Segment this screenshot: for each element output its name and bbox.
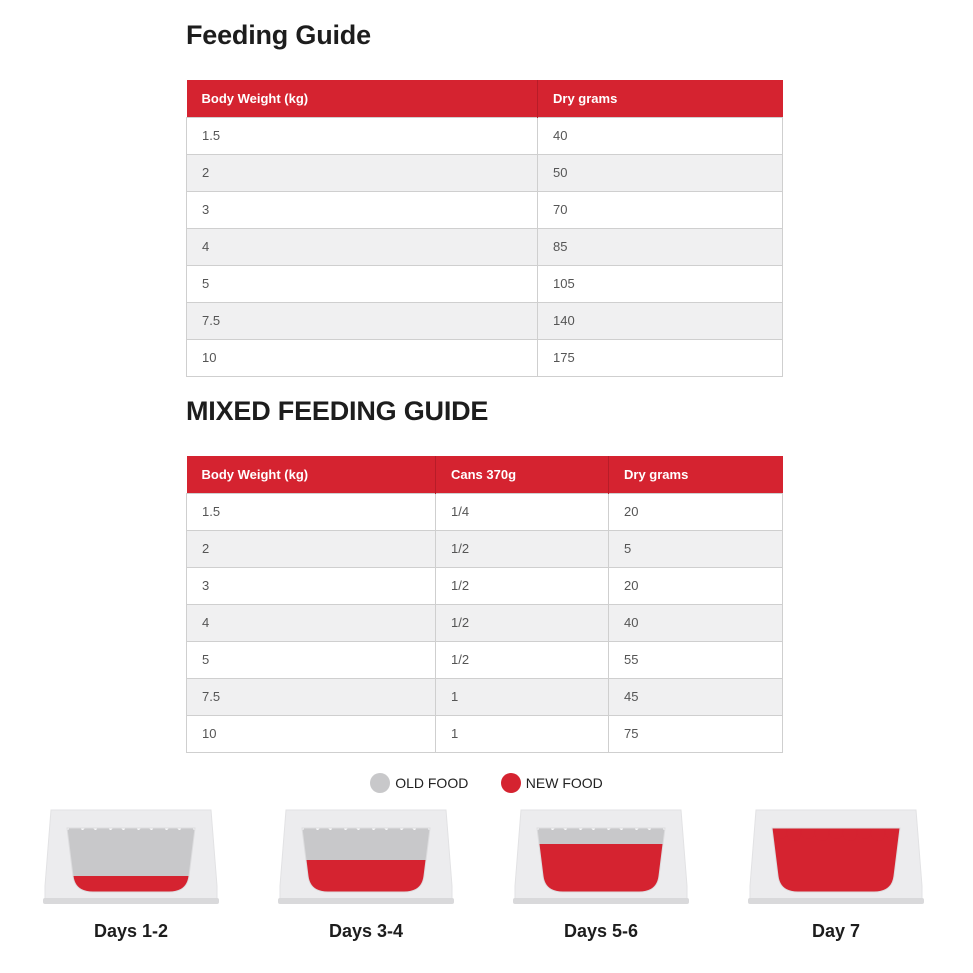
table-row	[187, 641, 783, 678]
legend-old-food-label: OLD FOOD	[395, 775, 469, 791]
bowl-base	[513, 898, 689, 904]
table-cell: 7.5	[187, 302, 538, 339]
table-cell: 85	[538, 228, 783, 265]
table-cell: 1	[436, 715, 609, 752]
legend-new-food	[501, 773, 603, 793]
table-row	[187, 154, 783, 191]
table-row	[187, 117, 783, 154]
table-cell: 40	[609, 604, 783, 641]
table-cell: 45	[609, 678, 783, 715]
old-food-kibble	[552, 827, 566, 841]
table-cell: 3	[187, 191, 538, 228]
mixed-feeding-guide-table	[186, 456, 783, 753]
new-food-fill	[531, 844, 671, 894]
column-header-body-weight: Body Weight (kg)	[187, 456, 436, 493]
table-cell: 1/2	[436, 567, 609, 604]
legend-old-food	[370, 773, 468, 793]
new-food-dot-icon	[501, 773, 521, 793]
transition-day-label: Day 7	[811, 921, 861, 941]
new-food-kibble	[843, 827, 857, 841]
table-cell: 3	[187, 567, 436, 604]
table-cell: 40	[538, 117, 783, 154]
old-food-kibble	[110, 827, 124, 841]
table-cell: 105	[538, 265, 783, 302]
old-food-kibble	[317, 827, 331, 841]
food-bowl-icon	[276, 806, 456, 906]
table-cell: 20	[609, 493, 783, 530]
transition-day-label: Days 1-2	[93, 921, 169, 941]
column-header-cans: Cans 370g	[436, 456, 609, 493]
food-bowl-icon	[41, 806, 221, 906]
table-cell: 5	[187, 265, 538, 302]
table-cell: 1/2	[436, 530, 609, 567]
mixed-feeding-guide-title: MIXED FEEDING GUIDE	[186, 396, 489, 426]
old-food-kibble	[345, 827, 359, 841]
table-cell: 1.5	[187, 117, 538, 154]
bowl-base	[278, 898, 454, 904]
feeding-guide-table	[186, 80, 783, 377]
column-header-body-weight: Body Weight (kg)	[187, 80, 538, 117]
table-cell: 175	[538, 339, 783, 376]
table-cell: 1	[436, 678, 609, 715]
old-food-dot-icon	[370, 773, 390, 793]
table-header-row	[187, 80, 783, 117]
new-food-fill	[296, 860, 436, 894]
table-cell: 5	[187, 641, 436, 678]
table-cell: 10	[187, 715, 436, 752]
table-cell: 1/4	[436, 493, 609, 530]
table-row	[187, 567, 783, 604]
table-cell: 20	[609, 567, 783, 604]
feeding-guide-title: Feeding Guide	[186, 20, 371, 50]
table-cell: 10	[187, 339, 538, 376]
table-cell: 55	[609, 641, 783, 678]
table-cell: 140	[538, 302, 783, 339]
table-cell: 50	[538, 154, 783, 191]
table-cell: 2	[187, 530, 436, 567]
table-row	[187, 265, 783, 302]
column-header-dry-grams: Dry grams	[609, 456, 783, 493]
old-food-kibble	[82, 827, 96, 841]
table-cell: 2	[187, 154, 538, 191]
old-food-kibble	[138, 827, 152, 841]
table-row	[187, 339, 783, 376]
table-cell: 4	[187, 604, 436, 641]
transition-day-label: Days 5-6	[563, 921, 639, 941]
new-food-kibble	[787, 827, 801, 841]
table-cell: 7.5	[187, 678, 436, 715]
old-food-kibble	[636, 827, 650, 841]
old-food-kibble	[608, 827, 622, 841]
table-cell: 5	[609, 530, 783, 567]
table-cell: 1/2	[436, 604, 609, 641]
table-row	[187, 302, 783, 339]
old-food-kibble	[580, 827, 594, 841]
old-food-kibble	[373, 827, 387, 841]
table-row	[187, 715, 783, 752]
legend-new-food-label: NEW FOOD	[525, 775, 603, 791]
table-cell: 1.5	[187, 493, 436, 530]
food-legend	[0, 773, 973, 798]
table-row	[187, 228, 783, 265]
table-cell: 1/2	[436, 641, 609, 678]
table-row	[187, 191, 783, 228]
food-bowl-icon	[746, 806, 926, 906]
table-row	[187, 678, 783, 715]
table-header-row	[187, 456, 783, 493]
table-cell: 70	[538, 191, 783, 228]
new-food-kibble	[815, 827, 829, 841]
old-food-kibble	[166, 827, 180, 841]
table-cell: 75	[609, 715, 783, 752]
bowl-base	[748, 898, 924, 904]
table-cell: 4	[187, 228, 538, 265]
bowl-base	[43, 898, 219, 904]
table-row	[187, 604, 783, 641]
table-row	[187, 493, 783, 530]
food-bowl-icon	[511, 806, 691, 906]
transition-day-label: Days 3-4	[328, 921, 404, 941]
column-header-dry-grams: Dry grams	[538, 80, 783, 117]
new-food-kibble	[871, 827, 885, 841]
table-row	[187, 530, 783, 567]
old-food-kibble	[401, 827, 415, 841]
